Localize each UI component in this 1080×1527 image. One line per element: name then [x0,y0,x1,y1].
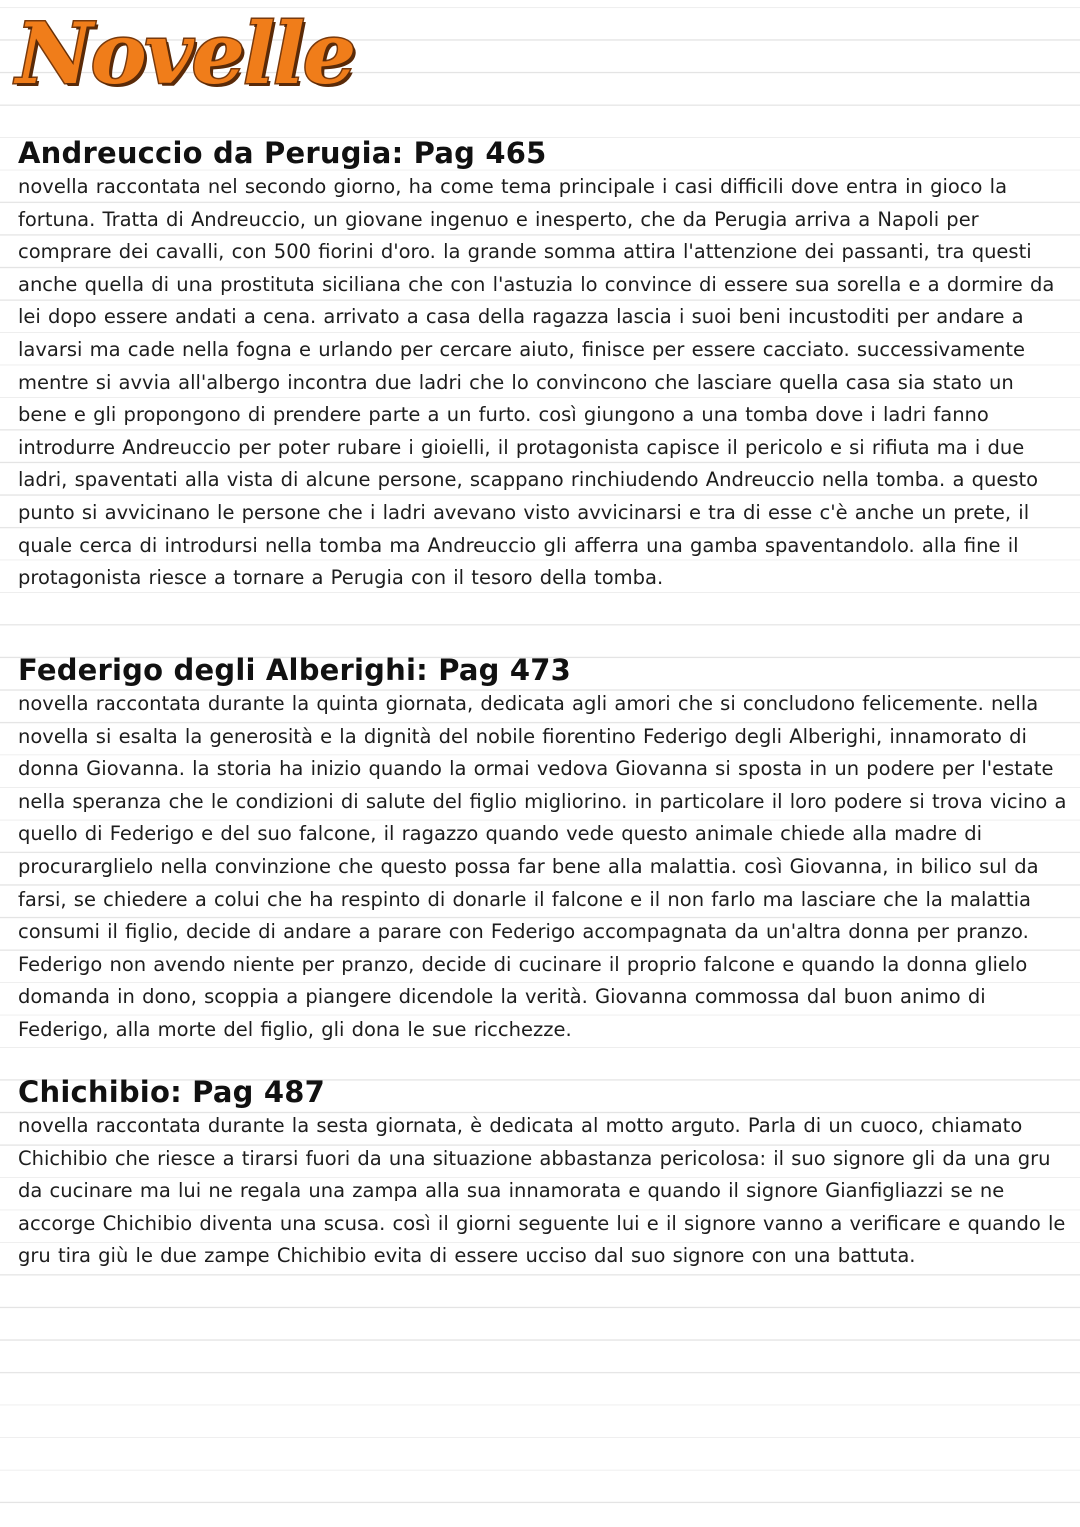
section-heading: Federigo degli Alberighi: Pag 473 [18,653,572,687]
page-title: Novelle [16,4,355,103]
section-andreuccio [18,137,1068,595]
section-heading: Chichibio: Pag 487 [18,1075,325,1109]
section-heading: Andreuccio da Perugia: Pag 465 [18,136,547,170]
section-chichibio [18,1076,1068,1273]
section-body: novella raccontata durante la sesta giornata, è dedicata al motto arguto. Parla di un cuoco, chiamato Chichibio che riesce a tirarsi fuori da una situazione abbastanza pericolosa: il suo signore gli da una gru da cucinare ma lui ne regala una zampa alla sua innamorata e quando il signore Gianfigliazzi se ne accorge Chichibio diventa una scusa. così il giorni seguente lui e il signore vanno a verificare e quando le gru tira giù le due zampe Chichibio evita di essere ucciso dal suo signore con una battuta. [18,1114,1066,1268]
section-body: novella raccontata nel secondo giorno, ha come tema principale i casi difficili dove entra in gioco la fortuna. Tratta di Andreuccio, un giovane ingenuo e inesperto, che da Perugia arriva a Napoli per comprare dei cavalli, con 500 fiorini d'oro. la grande somma attira l'attenzione dei passanti, tra questi anche quella di una prostituta siciliana che con l'astuzia lo convince di essere sua sorella e a dormire da lei dopo essere andati a cena. arrivato a casa della ragazza lascia i suoi beni incustoditi per andare a lavarsi ma cade nella fogna e urlando per cercare aiuto, finisce per essere cacciato. successivamente mentre si avvia all'albergo incontra due ladri che lo convincono che lasciare quella casa sia stato un bene e gli propongono di prendere parte a un furto. così giungono a una tomba dove i ladri fanno introdurre Andreuccio per poter rubare i gioielli, il protagonista capisce il pericolo e si rifiuta ma i due ladri, spaventati alla vista di alcune persone, scappano rinchiudendo Andreuccio nella tomba. a questo punto si avvicinano le persone che i ladri avevano visto avvicinarsi e tra di esse c'è anche un prete, il quale cerca di introdursi nella tomba ma Andreuccio gli afferra una gamba spaventandolo. alla fine il protagonista riesce a tornare a Perugia con il tesoro della tomba. [18,175,1055,590]
section-body: novella raccontata durante la quinta giornata, dedicata agli amori che si concludono felicemente. nella novella si esalta la generosità e la dignità del nobile fiorentino Federigo degli Alberighi, innamorato di donna Giovanna. la storia ha inizio quando la ormai vedova Giovanna si sposta in un podere per l'estate nella speranza che le condizioni di salute del figlio migliorino. in particolare il loro podere si trova vicino a quello di Federigo e del suo falcone, il ragazzo quando vede questo animale chiede alla madre di procurarglielo nella convinzione che questo possa far bene alla malattia. così Giovanna, in bilico sul da farsi, se chiedere a colui che ha respinto di donarle il falcone e il non farlo ma lasciare che la malattia consumi il figlio, decide di andare a parare con Federigo accompagnata da un'altra donna per pranzo. Federigo non avendo niente per pranzo, decide di cucinare il proprio falcone e quando la donna glielo domanda in dono, scoppia a piangere dicendole la verità. Giovanna commossa dal buon animo di Federigo, alla morte del figlio, gli dona le sue ricchezze. [18,692,1067,1041]
section-federigo [18,654,1068,1047]
